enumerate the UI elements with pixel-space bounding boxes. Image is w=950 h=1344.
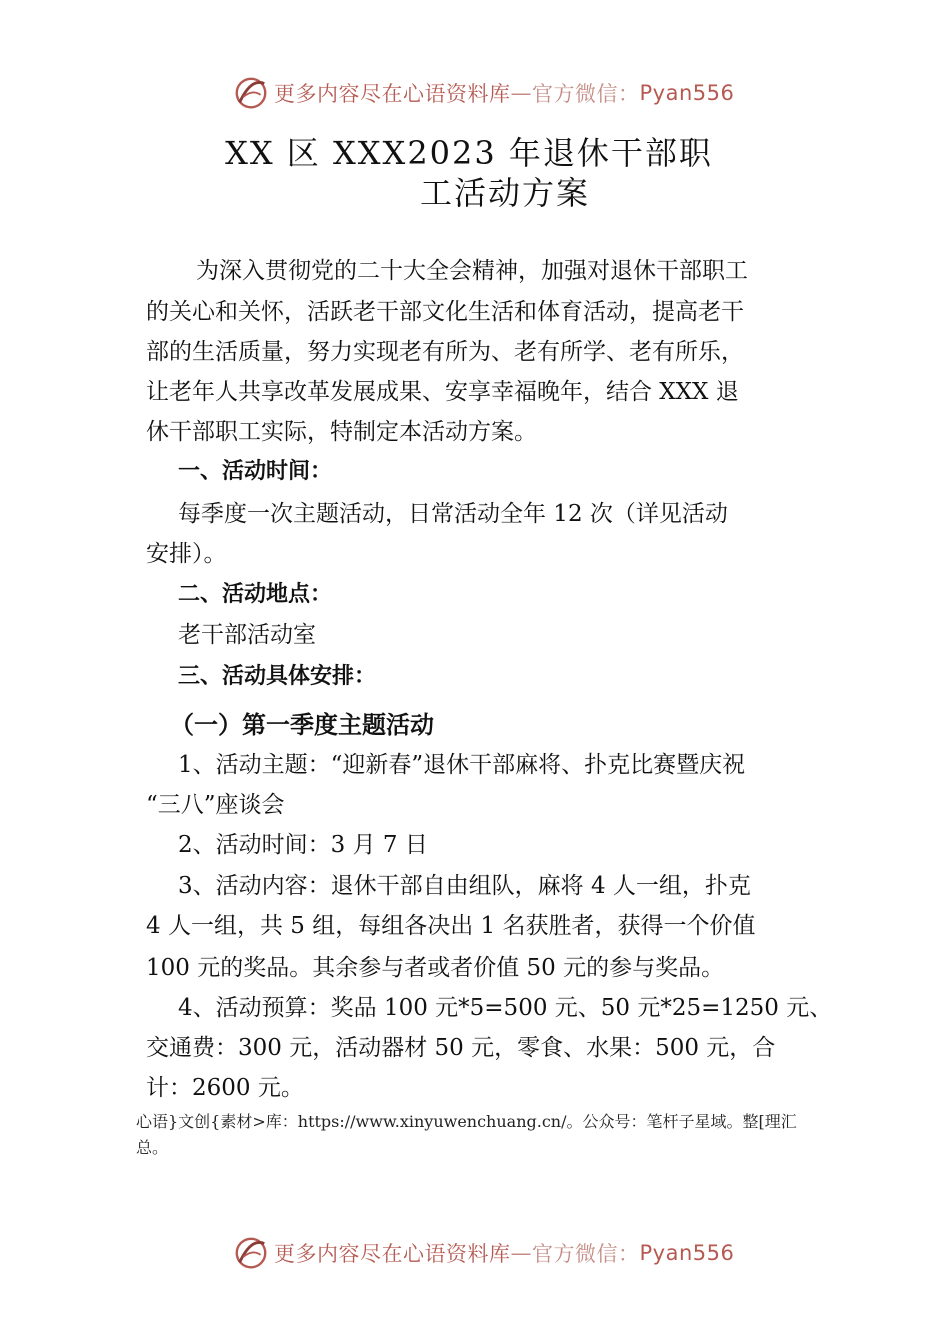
subsection-heading: （一）第一季度主题活动 [170,711,434,739]
footer-note-line: 总。 [136,1138,169,1157]
footer-note-line: 心语}文创{素材>库：https://www.xinyuwenchuang.cn/。公众号：笔杆子星域。整[理汇 [136,1112,797,1131]
logo-icon [232,1234,270,1272]
page-title-line-2: 工活动方案 [419,174,590,212]
section-heading: 一、活动时间： [178,459,333,484]
paragraph-line: “三八”座谈会 [146,792,285,818]
logo-icon [232,74,270,112]
section-heading: 三、活动具体安排： [178,664,377,689]
watermark-dash: — [510,1241,532,1265]
watermark-dash: — [510,81,532,105]
paragraph-line: 100 元的奖品。其余参与者或者价值 50 元的参与奖品。 [146,955,725,981]
paragraph-line: 1、活动主题：“迎新春”退休干部麻将、扑克比赛暨庆祝 [178,752,746,778]
paragraph-line: 老干部活动室 [178,622,316,648]
paragraph-line: 4、活动预算：奖品 100 元*5=500 元、50 元*25=1250 元、 [178,995,833,1021]
watermark-text: 更多内容尽在心语资料库 [274,82,511,106]
paragraph-line: 2、活动时间：3 月 7 日 [178,832,428,858]
paragraph-line: 计：2600 元。 [146,1075,304,1101]
page-title-line-1: XX 区 XXX2023 年退休干部职 [225,134,713,172]
paragraph-line: 3、活动内容：退休干部自由组队，麻将 4 人一组，扑克 [178,873,751,899]
watermark-wechat-id: Pyan556 [639,81,735,105]
paragraph-line: 为深入贯彻党的二十大全会精神，加强对退休干部职工 [196,258,748,284]
watermark-wechat-label: 官方微信： [532,1242,640,1266]
paragraph-line: 4 人一组，共 5 组，每组各决出 1 名获胜者，获得一个价值 [146,913,756,939]
paragraph-line: 每季度一次主题活动，日常活动全年 12 次（详见活动 [178,501,728,527]
section-heading: 二、活动地点： [178,582,333,607]
watermark-wechat-label: 官方微信： [532,82,640,106]
paragraph-line: 让老年人共享改革发展成果、安享幸福晚年，结合 XXX 退 [146,379,739,405]
paragraph-line: 休干部职工实际，特制定本活动方案。 [146,419,537,445]
watermark-wechat-id: Pyan556 [639,1241,735,1265]
paragraph-line: 部的生活质量，努力实现老有所为、老有所学、老有所乐， [146,339,744,365]
watermark-banner-bottom [232,1233,734,1273]
paragraph-line: 安排）。 [146,541,227,567]
watermark-text: 更多内容尽在心语资料库 [274,1242,511,1266]
watermark-banner-top [232,73,734,113]
paragraph-line: 交通费：300 元，活动器材 50 元，零食、水果：500 元，合 [146,1035,776,1061]
paragraph-line: 的关心和关怀，活跃老干部文化生活和体育活动，提高老干 [146,299,744,325]
